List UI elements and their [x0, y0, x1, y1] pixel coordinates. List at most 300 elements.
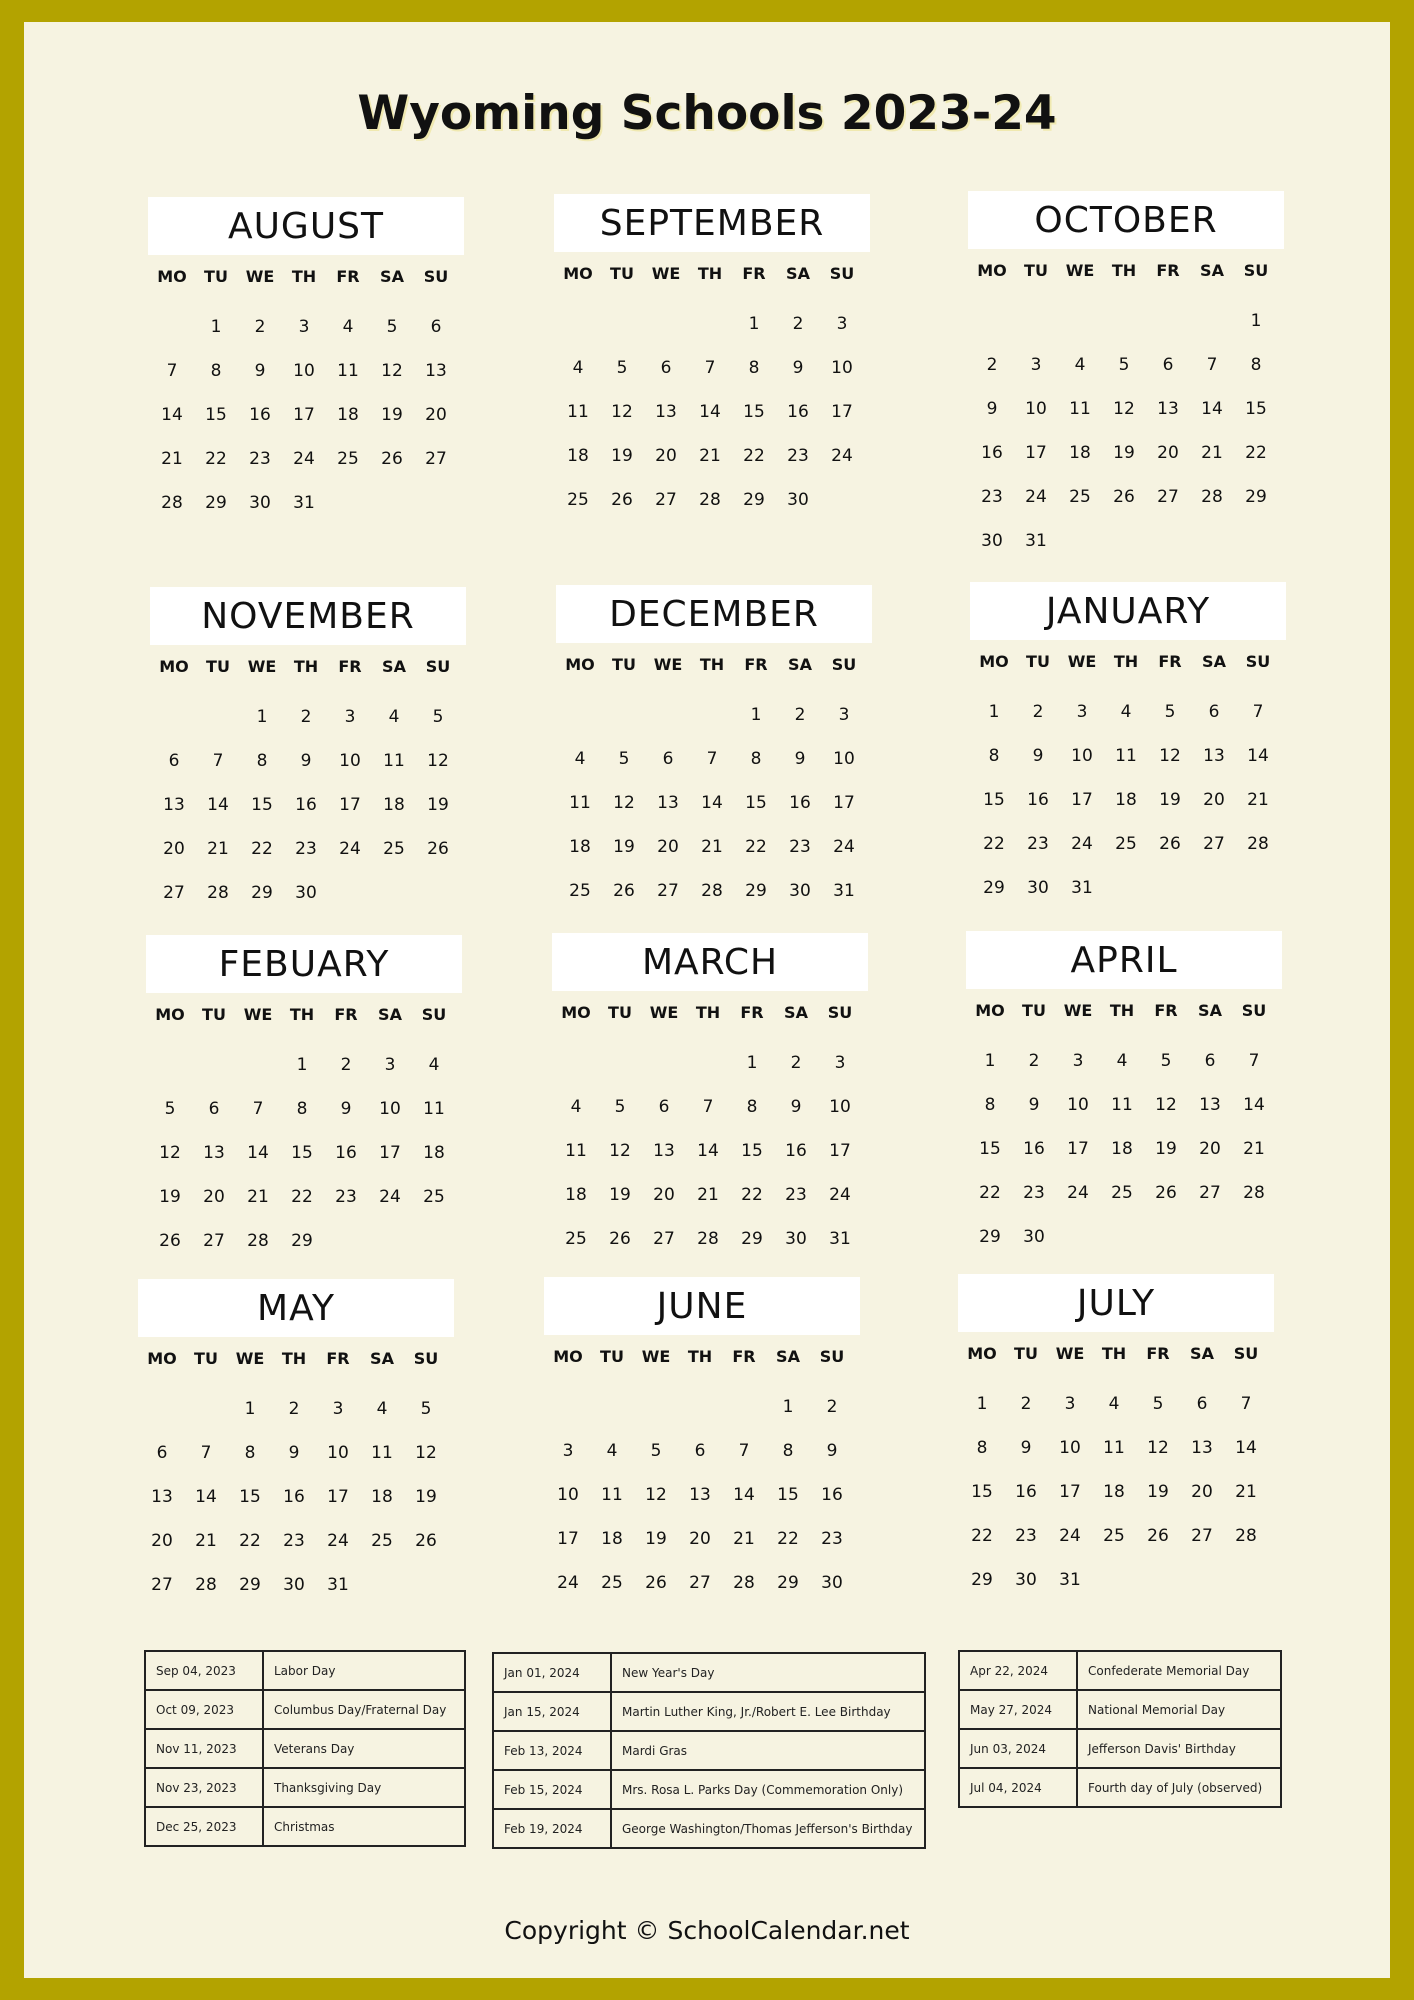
weekday-header [972, 652, 1286, 678]
day-cell: 7 [1206, 355, 1218, 375]
day-cell: 30 [789, 881, 811, 901]
day-cell: 30 [787, 490, 809, 510]
day-cell: 17 [1071, 790, 1093, 810]
day-cell: 13 [655, 402, 677, 422]
empty-cell [600, 302, 644, 346]
day-cell: 16 [1023, 1139, 1045, 1159]
weekday-label: MO [561, 1003, 591, 1022]
day-cell: 29 [239, 1575, 261, 1595]
weekday-label: TU [202, 1005, 226, 1024]
day-grid [972, 690, 1286, 910]
weekday-label: SA [776, 1347, 800, 1366]
holiday-date: Dec 25, 2023 [145, 1807, 263, 1846]
weekday-label: SA [788, 655, 812, 674]
weekday-label: TU [1014, 1344, 1038, 1363]
weekday-header [960, 1344, 1274, 1370]
day-cell: 28 [1235, 1526, 1257, 1546]
day-cell: 9 [794, 749, 806, 769]
weekday-label: MO [563, 264, 593, 283]
day-cell: 30 [1015, 1570, 1037, 1590]
holiday-name: Martin Luther King, Jr./Robert E. Lee Birthday [611, 1692, 925, 1731]
weekday-label: TH [289, 1005, 315, 1024]
day-cell: 9 [1028, 1095, 1040, 1115]
month-august [148, 197, 464, 525]
holiday-row [493, 1809, 925, 1848]
day-cell: 24 [1071, 834, 1093, 854]
day-cell: 30 [981, 531, 1003, 551]
day-cell: 29 [983, 878, 1005, 898]
day-cell: 28 [701, 881, 723, 901]
weekday-label: SU [1233, 1344, 1259, 1363]
day-cell: 20 [1203, 790, 1225, 810]
day-cell: 5 [1152, 1394, 1164, 1414]
day-cell: 5 [1160, 1051, 1172, 1071]
day-cell: 4 [428, 1055, 440, 1075]
day-cell: 8 [746, 1097, 758, 1117]
day-cell: 27 [1199, 1183, 1221, 1203]
day-grid [960, 1382, 1274, 1602]
weekday-label: WE [243, 1005, 273, 1024]
day-cell: 7 [1252, 702, 1264, 722]
day-cell: 16 [789, 793, 811, 813]
weekday-label: TU [1022, 1001, 1046, 1020]
weekday-label: SU [831, 655, 857, 674]
day-cell: 17 [1025, 443, 1047, 463]
day-cell: 13 [163, 795, 185, 815]
day-cell: 8 [976, 1438, 988, 1458]
weekday-label: SA [1202, 652, 1226, 671]
day-cell: 25 [1069, 487, 1091, 507]
month-october [968, 191, 1284, 563]
day-cell: 19 [1159, 790, 1181, 810]
day-cell: 20 [1157, 443, 1179, 463]
day-cell: 24 [1059, 1526, 1081, 1546]
day-cell: 29 [971, 1570, 993, 1590]
weekday-label: MO [147, 1349, 177, 1368]
day-cell: 25 [383, 839, 405, 859]
day-cell: 25 [1103, 1526, 1125, 1546]
day-cell: 6 [168, 751, 180, 771]
day-cell: 23 [1023, 1183, 1045, 1203]
day-cell: 12 [613, 793, 635, 813]
holiday-date: May 27, 2024 [959, 1690, 1077, 1729]
day-cell: 13 [657, 793, 679, 813]
weekday-label: SA [786, 264, 810, 283]
day-cell: 18 [337, 405, 359, 425]
day-cell: 16 [787, 402, 809, 422]
day-cell: 16 [821, 1485, 843, 1505]
day-cell: 11 [371, 1443, 393, 1463]
day-cell: 5 [386, 317, 398, 337]
day-cell: 7 [166, 361, 178, 381]
day-cell: 2 [1020, 1394, 1032, 1414]
day-cell: 21 [699, 446, 721, 466]
holiday-name: Mrs. Rosa L. Parks Day (Commemoration Only) [611, 1770, 925, 1809]
day-cell: 24 [829, 1185, 851, 1205]
day-cell: 14 [1201, 399, 1223, 419]
day-cell: 30 [1027, 878, 1049, 898]
day-cell: 10 [1025, 399, 1047, 419]
day-cell: 31 [829, 1229, 851, 1249]
day-cell: 25 [567, 490, 589, 510]
day-cell: 27 [657, 881, 679, 901]
weekday-label: FR [1156, 261, 1180, 280]
day-cell: 16 [335, 1143, 357, 1163]
day-cell: 14 [733, 1485, 755, 1505]
day-cell: 9 [288, 1443, 300, 1463]
day-cell: 14 [195, 1487, 217, 1507]
weekday-label: SU [425, 657, 451, 676]
weekday-header [140, 1349, 454, 1375]
day-cell: 17 [339, 795, 361, 815]
holiday-date: Jun 03, 2024 [959, 1729, 1077, 1768]
day-cell: 2 [1028, 1051, 1040, 1071]
weekday-label: WE [1065, 261, 1095, 280]
day-cell: 11 [569, 793, 591, 813]
weekday-label: WE [235, 1349, 265, 1368]
day-cell: 3 [332, 1399, 344, 1419]
day-cell: 23 [785, 1185, 807, 1205]
weekday-label: SA [378, 1005, 402, 1024]
day-cell: 29 [741, 1229, 763, 1249]
day-cell: 19 [645, 1529, 667, 1549]
day-cell: 12 [1147, 1438, 1169, 1458]
month-march [552, 933, 868, 1261]
weekday-header [558, 655, 872, 681]
day-cell: 10 [833, 749, 855, 769]
weekday-label: MO [979, 652, 1009, 671]
day-cell: 10 [293, 361, 315, 381]
day-cell: 11 [1111, 1095, 1133, 1115]
day-cell: 24 [1025, 487, 1047, 507]
day-cell: 14 [697, 1141, 719, 1161]
weekday-label: TU [610, 264, 634, 283]
day-cell: 6 [1208, 702, 1220, 722]
day-cell: 24 [557, 1573, 579, 1593]
day-cell: 4 [1108, 1394, 1120, 1414]
weekday-label: SA [1198, 1001, 1222, 1020]
weekday-header [968, 1001, 1282, 1027]
day-cell: 9 [300, 751, 312, 771]
day-cell: 28 [697, 1229, 719, 1249]
weekday-label: TH [687, 1347, 713, 1366]
weekday-label: MO [977, 261, 1007, 280]
holiday-table [492, 1652, 926, 1849]
day-cell: 26 [427, 839, 449, 859]
day-cell: 20 [1191, 1482, 1213, 1502]
day-cell: 27 [689, 1573, 711, 1593]
day-cell: 21 [701, 837, 723, 857]
holiday-row [145, 1768, 465, 1807]
day-cell: 13 [203, 1143, 225, 1163]
day-cell: 7 [704, 358, 716, 378]
weekday-label: MO [565, 655, 595, 674]
weekday-label: FR [1146, 1344, 1170, 1363]
holiday-row [493, 1653, 925, 1692]
day-cell: 19 [609, 1185, 631, 1205]
day-cell: 5 [1118, 355, 1130, 375]
weekday-label: TU [1026, 652, 1050, 671]
day-cell: 10 [1071, 746, 1093, 766]
day-cell: 11 [1103, 1438, 1125, 1458]
day-cell: 29 [979, 1227, 1001, 1247]
day-cell: 27 [203, 1231, 225, 1251]
day-cell: 9 [826, 1441, 838, 1461]
day-cell: 5 [420, 1399, 432, 1419]
month-title: FEBUARY [146, 935, 462, 993]
empty-cell [150, 305, 194, 349]
holiday-row [493, 1770, 925, 1809]
month-july [958, 1274, 1274, 1602]
holiday-row [145, 1729, 465, 1768]
day-cell: 1 [782, 1397, 794, 1417]
month-title: JULY [958, 1274, 1274, 1332]
day-cell: 8 [748, 358, 760, 378]
weekday-label: TH [1101, 1344, 1127, 1363]
day-cell: 16 [295, 795, 317, 815]
day-cell: 10 [1067, 1095, 1089, 1115]
day-cell: 8 [244, 1443, 256, 1463]
day-cell: 10 [829, 1097, 851, 1117]
day-cell: 12 [611, 402, 633, 422]
holiday-date: Sep 04, 2023 [145, 1651, 263, 1690]
day-cell: 26 [1113, 487, 1135, 507]
holiday-table [958, 1650, 1282, 1808]
day-cell: 31 [1059, 1570, 1081, 1590]
month-title: JANUARY [970, 582, 1286, 640]
day-cell: 1 [256, 707, 268, 727]
day-cell: 19 [381, 405, 403, 425]
day-cell: 13 [653, 1141, 675, 1161]
day-cell: 27 [655, 490, 677, 510]
month-title: APRIL [966, 931, 1282, 989]
day-cell: 28 [207, 883, 229, 903]
day-cell: 10 [557, 1485, 579, 1505]
day-cell: 2 [792, 314, 804, 334]
day-cell: 3 [1064, 1394, 1076, 1414]
day-cell: 1 [988, 702, 1000, 722]
weekday-label: TU [206, 657, 230, 676]
day-cell: 13 [1191, 1438, 1213, 1458]
day-grid [152, 695, 466, 915]
weekday-label: TH [1113, 652, 1139, 671]
month-january [970, 582, 1286, 910]
holiday-date: Oct 09, 2023 [145, 1690, 263, 1729]
day-cell: 2 [254, 317, 266, 337]
day-cell: 9 [792, 358, 804, 378]
day-cell: 16 [785, 1141, 807, 1161]
holiday-name: New Year's Day [611, 1653, 925, 1692]
day-cell: 6 [1196, 1394, 1208, 1414]
day-cell: 15 [1245, 399, 1267, 419]
holiday-name: Mardi Gras [611, 1731, 925, 1770]
day-cell: 9 [254, 361, 266, 381]
day-cell: 4 [570, 1097, 582, 1117]
day-cell: 4 [572, 358, 584, 378]
weekday-label: SU [1245, 652, 1271, 671]
day-cell: 13 [1157, 399, 1179, 419]
day-cell: 22 [741, 1185, 763, 1205]
day-cell: 23 [249, 449, 271, 469]
day-cell: 25 [423, 1187, 445, 1207]
day-cell: 16 [249, 405, 271, 425]
holiday-row [493, 1692, 925, 1731]
day-cell: 22 [205, 449, 227, 469]
day-cell: 16 [1027, 790, 1049, 810]
day-cell: 21 [161, 449, 183, 469]
day-cell: 19 [1155, 1139, 1177, 1159]
day-cell: 6 [156, 1443, 168, 1463]
day-cell: 6 [694, 1441, 706, 1461]
day-cell: 31 [833, 881, 855, 901]
day-cell: 20 [689, 1529, 711, 1549]
day-cell: 9 [986, 399, 998, 419]
day-cell: 13 [1199, 1095, 1221, 1115]
month-title: DECEMBER [556, 585, 872, 643]
month-title: MARCH [552, 933, 868, 991]
day-cell: 23 [295, 839, 317, 859]
day-cell: 27 [1203, 834, 1225, 854]
weekday-label: TH [291, 267, 317, 286]
day-cell: 13 [425, 361, 447, 381]
day-cell: 27 [163, 883, 185, 903]
day-cell: 19 [427, 795, 449, 815]
day-cell: 14 [161, 405, 183, 425]
day-cell: 19 [415, 1487, 437, 1507]
day-cell: 8 [1250, 355, 1262, 375]
day-cell: 15 [291, 1143, 313, 1163]
day-grid [970, 299, 1284, 563]
day-grid [554, 1041, 868, 1261]
holiday-row [493, 1731, 925, 1770]
day-cell: 14 [1243, 1095, 1265, 1115]
weekday-label: TU [600, 1347, 624, 1366]
day-cell: 18 [1103, 1482, 1125, 1502]
day-cell: 8 [782, 1441, 794, 1461]
empty-cell [690, 693, 734, 737]
day-cell: 24 [327, 1531, 349, 1551]
day-grid [150, 305, 464, 525]
day-cell: 1 [210, 317, 222, 337]
day-cell: 5 [650, 1441, 662, 1461]
holiday-row [145, 1651, 465, 1690]
empty-cell [644, 302, 688, 346]
holiday-table [144, 1650, 466, 1847]
weekday-label: SU [1243, 261, 1269, 280]
day-cell: 18 [1069, 443, 1091, 463]
day-cell: 20 [203, 1187, 225, 1207]
day-cell: 25 [565, 1229, 587, 1249]
day-cell: 18 [565, 1185, 587, 1205]
day-cell: 23 [787, 446, 809, 466]
holiday-name: Christmas [263, 1807, 465, 1846]
weekday-label: FR [1154, 1001, 1178, 1020]
day-cell: 7 [200, 1443, 212, 1463]
day-cell: 13 [1203, 746, 1225, 766]
day-cell: 8 [750, 749, 762, 769]
holiday-date: Apr 22, 2024 [959, 1651, 1077, 1690]
holiday-date: Feb 19, 2024 [493, 1809, 611, 1848]
day-cell: 26 [381, 449, 403, 469]
day-cell: 22 [1245, 443, 1267, 463]
empty-cell [558, 693, 602, 737]
day-cell: 23 [789, 837, 811, 857]
day-cell: 22 [971, 1526, 993, 1546]
day-grid [148, 1043, 462, 1263]
day-cell: 2 [340, 1055, 352, 1075]
day-cell: 28 [247, 1231, 269, 1251]
weekday-label: FR [732, 1347, 756, 1366]
day-cell: 5 [1164, 702, 1176, 722]
month-may [138, 1279, 454, 1607]
holiday-row [959, 1651, 1281, 1690]
day-cell: 5 [618, 749, 630, 769]
day-cell: 1 [976, 1394, 988, 1414]
day-cell: 22 [979, 1183, 1001, 1203]
weekday-label: SA [382, 657, 406, 676]
day-cell: 15 [745, 793, 767, 813]
holiday-row [959, 1768, 1281, 1807]
day-cell: 19 [159, 1187, 181, 1207]
day-cell: 19 [1113, 443, 1135, 463]
day-cell: 24 [379, 1187, 401, 1207]
day-cell: 26 [611, 490, 633, 510]
day-cell: 20 [1199, 1139, 1221, 1159]
weekday-label: FR [742, 264, 766, 283]
day-cell: 10 [327, 1443, 349, 1463]
day-cell: 10 [379, 1099, 401, 1119]
day-cell: 23 [1015, 1526, 1037, 1546]
empty-cell [590, 1385, 634, 1429]
day-cell: 20 [163, 839, 185, 859]
day-cell: 26 [1159, 834, 1181, 854]
weekday-label: SA [1190, 1344, 1214, 1363]
day-cell: 17 [379, 1143, 401, 1163]
page-title: Wyoming Schools 2023-24 [357, 86, 1057, 141]
day-cell: 2 [986, 355, 998, 375]
day-cell: 9 [790, 1097, 802, 1117]
day-cell: 7 [252, 1099, 264, 1119]
empty-cell [554, 1041, 598, 1085]
day-cell: 6 [430, 317, 442, 337]
month-december [556, 585, 872, 913]
day-cell: 14 [699, 402, 721, 422]
holiday-name: Columbus Day/Fraternal Day [263, 1690, 465, 1729]
day-cell: 17 [1067, 1139, 1089, 1159]
day-cell: 1 [296, 1055, 308, 1075]
day-cell: 29 [251, 883, 273, 903]
day-cell: 8 [256, 751, 268, 771]
month-title: NOVEMBER [150, 587, 466, 645]
day-cell: 8 [984, 1095, 996, 1115]
day-cell: 17 [831, 402, 853, 422]
day-cell: 12 [427, 751, 449, 771]
empty-cell [148, 1043, 192, 1087]
weekday-label: WE [1067, 652, 1097, 671]
weekday-label: MO [967, 1344, 997, 1363]
day-cell: 11 [1069, 399, 1091, 419]
day-cell: 12 [415, 1443, 437, 1463]
day-cell: 11 [337, 361, 359, 381]
weekday-header [556, 264, 870, 290]
day-cell: 21 [207, 839, 229, 859]
day-cell: 29 [1245, 487, 1267, 507]
weekday-label: SU [421, 1005, 447, 1024]
day-cell: 17 [833, 793, 855, 813]
day-cell: 17 [293, 405, 315, 425]
weekday-header [152, 657, 466, 683]
weekday-header [546, 1347, 860, 1373]
